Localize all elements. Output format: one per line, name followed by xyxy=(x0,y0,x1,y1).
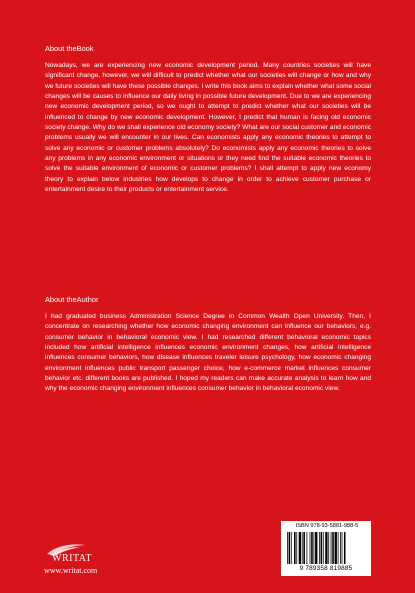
barcode-number: 9 789358 819885 xyxy=(299,565,353,572)
barcode-bar xyxy=(311,532,313,564)
barcode-bar xyxy=(294,532,296,564)
barcode-bar xyxy=(303,532,305,564)
barcode-bar xyxy=(331,532,332,564)
barcode-bar xyxy=(323,532,324,564)
about-author-text: I had graduated business Administration Science Degree in Common Wealth Open University. Then, I concentrate on researching whether how economic changing environment can influence our behaviors, e.g. consumer behavior in behavioral economic view. I had researched different behavioral economic topics included how artificial intelligence influences economic environment changes, how artificial intelligence influences consumer behaviors, how disease influences traveler leisure psychology, how economic changing environment influences public transport passenger choice, how e-commerce market influences consumer behavior etc. different books are published. I hoped my readers can make accurate analysis to learn how and why the economic changing environment influences consumer behavior in behavioral economic view. xyxy=(45,313,371,393)
barcode-bar xyxy=(321,532,323,564)
about-book-text: Nowadays, we are experiencing new economic development period. Many countries societies will have significant change, however, we will difficult to predict whether what our societies will change or how and why we future societies will have these possible changes. I write this book aims to explain whether what some social changes will be causes to influence our daily living in possible future development. Due to we are experiencing new economic development period, so we ought to attempt to predict whether what our societies will be influenced to change by new economic development. However, I predict that human is facing old economic society change. Why do we shall experience old economy society? What are our social customer and economic problems usually we will encounter in our lives. Can economists apply any economic theories to attempt to solve any economic or customer problems absolutely? Do economists apply any economic theories to solve any problems in any economic environment or situations or they need find the suitable economic theories to solve the suitable environment of economic or customer problems? I shall attempt to apply new economy theory to explain below industries how develops to change in order to achieve customer purchase or entertainment desire to their products or entertainment service. xyxy=(45,62,371,194)
barcode-bar xyxy=(310,532,311,564)
barcode-bar xyxy=(340,532,341,564)
barcode-bar xyxy=(328,532,329,564)
barcode-bar xyxy=(344,532,346,564)
barcode-bar xyxy=(315,532,317,564)
about-author-heading: About theAuthor xyxy=(45,295,99,304)
barcode-bar xyxy=(319,532,320,564)
isbn-label: ISBN 978-93-5881-988-5 xyxy=(295,523,359,529)
barcode-bar xyxy=(302,532,303,564)
barcode-bar xyxy=(287,532,288,564)
barcode-bar xyxy=(307,532,308,564)
barcode-bar xyxy=(335,532,337,564)
barcode-bars xyxy=(287,532,367,564)
barcode-bar xyxy=(325,532,327,564)
barcode-bar xyxy=(299,532,301,564)
barcode-bar xyxy=(291,532,292,564)
barcode-bar xyxy=(289,532,291,564)
barcode-bar xyxy=(332,532,334,564)
publisher-name: WRITAT xyxy=(52,553,92,564)
barcode-bar xyxy=(296,532,297,564)
publisher-logo xyxy=(44,542,124,578)
barcode xyxy=(281,521,371,576)
barcode-bar xyxy=(342,532,343,564)
barcode-bar xyxy=(314,532,315,564)
about-book-heading: About theBook xyxy=(45,44,94,53)
publisher-url: www.writat.com xyxy=(44,566,98,575)
barcode-bar xyxy=(338,532,339,564)
